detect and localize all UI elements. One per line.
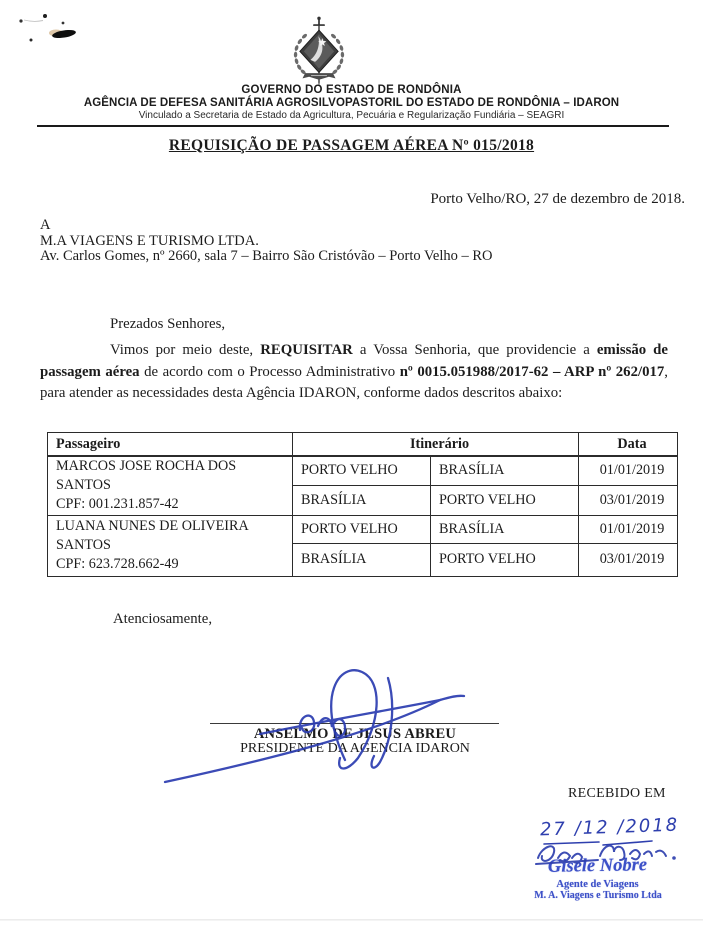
passenger-cell [48, 456, 293, 515]
body-seg-2: a Vossa Senhoria, que providencie a [352, 342, 597, 358]
leg-to: BRASÍLIA [431, 456, 579, 485]
scan-smudges-icon [19, 14, 76, 42]
leg-from: PORTO VELHO [293, 515, 431, 543]
col-header-passenger: Passageiro [48, 433, 293, 457]
leg-to: BRASÍLIA [431, 515, 579, 543]
greeting: Prezados Senhores, [110, 316, 226, 332]
body-paragraph [40, 340, 668, 405]
rondonia-coat-of-arms-icon [286, 9, 352, 95]
date-underline-ink-icon [544, 841, 652, 845]
passenger-cpf: CPF: 623.728.662-49 [56, 556, 179, 572]
passenger-name: LUANA NUNES DE OLIVEIRA SANTOS [56, 518, 248, 553]
leg-from: BRASÍLIA [293, 485, 431, 515]
body-seg-3: emissão de passagem aérea [40, 342, 668, 380]
recipient-address: Av. Carlos Gomes, nº 2660, sala 7 – Bairro São Cristóvão – Porto Velho – RO [40, 248, 493, 264]
leg-from: PORTO VELHO [293, 456, 431, 485]
recipient-block [40, 218, 493, 265]
header-government-line: GOVERNO DO ESTADO DE RONDÔNIA [241, 84, 462, 96]
body-seg-5: nº 0015.051988/2017-62 – ARP nº 262/017 [399, 363, 665, 380]
leg-to: PORTO VELHO [431, 485, 579, 515]
header-divider [37, 125, 669, 127]
scan-edge-line [0, 919, 703, 921]
table-header-row [48, 433, 678, 457]
col-header-date: Data [579, 433, 678, 457]
header-agency-line: AGÊNCIA DE DEFESA SANITÁRIA AGROSILVOPASTORIL DO ESTADO DE RONDÔNIA – IDARON [83, 97, 620, 109]
body-seg-4: de acordo com o Processo Administrativo [139, 363, 400, 380]
passenger-name: MARCOS JOSE ROCHA DOS SANTOS [56, 458, 237, 494]
leg-date: 01/01/2019 [579, 456, 678, 485]
signature-line [210, 723, 499, 724]
passenger-cpf: CPF: 001.231.857-42 [56, 496, 179, 513]
itinerary-table [47, 432, 678, 577]
table-row [48, 515, 678, 543]
handwritten-date: 27 /12 /2018 [539, 814, 680, 841]
signer-title: PRESIDENTE DA AGENCIA IDARON [240, 741, 470, 756]
city-date-line: Porto Velho/RO, 27 de dezembro de 2018. [430, 191, 685, 207]
stamp-role: Agente de Viagens [556, 879, 639, 890]
document-title-text: REQUISIÇÃO DE PASSAGEM AÉREA Nº 015/2018 [168, 137, 535, 154]
leg-date: 03/01/2019 [579, 543, 678, 576]
recipient-salutation: A [40, 217, 51, 233]
recipient-company: M.A VIAGENS E TURISMO LTDA. [40, 232, 259, 249]
leg-date: 01/01/2019 [579, 515, 678, 543]
body-seg-0: Vimos por meio deste, [110, 342, 261, 358]
signer-name: ANSELMO DE JESUS ABREU [253, 726, 457, 742]
stamp-company: M. A. Viagens e Turismo Ltda [534, 890, 662, 901]
body-seg-6: , para atender as necessidades desta Agência IDARON, conforme dados descritos abaixo: [40, 363, 668, 401]
received-label: RECEBIDO EM [568, 786, 666, 801]
passenger-cell [48, 515, 293, 576]
stamp-name: Gisele Nobre [547, 855, 648, 877]
table-row [48, 456, 678, 485]
col-header-itinerary: Itinerário [293, 433, 579, 457]
closing-salutation: Atenciosamente, [113, 611, 213, 627]
body-seg-1: REQUISITAR [260, 342, 353, 358]
document-title [0, 137, 703, 155]
leg-to: PORTO VELHO [431, 543, 579, 576]
leg-date: 03/01/2019 [579, 485, 678, 515]
leg-from: BRASÍLIA [293, 543, 431, 576]
header-secretariat-line: Vinculado a Secretaria de Estado da Agricultura, Pecuária e Regularização Fundiária – SEAGRI [138, 110, 565, 121]
